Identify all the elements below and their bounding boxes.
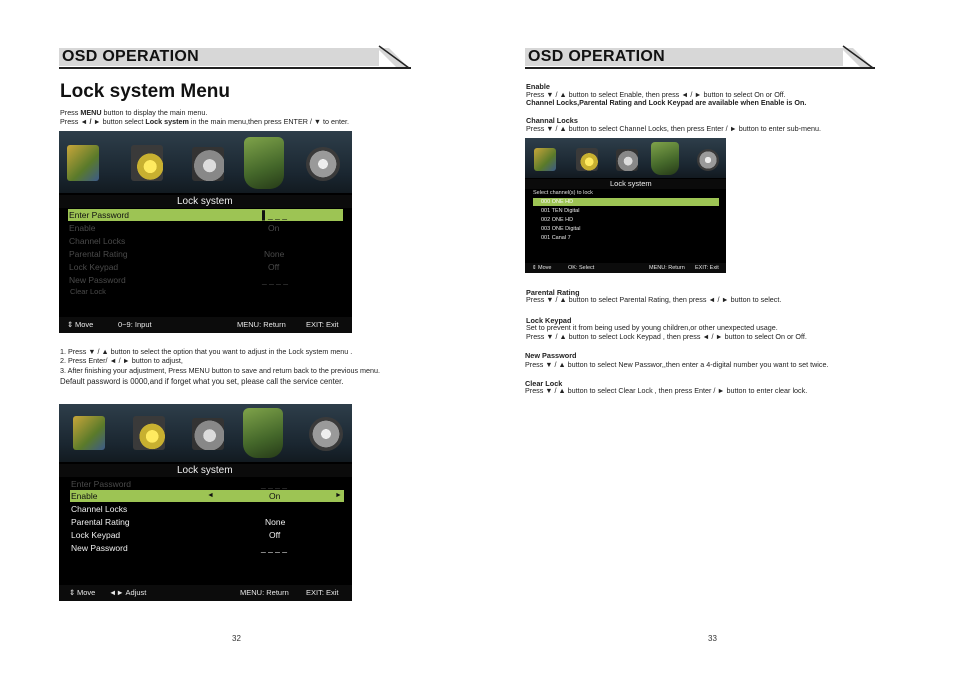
footer-ok: OK: Select [568, 265, 595, 271]
lock-icon [651, 142, 679, 175]
osd-screen-password [59, 131, 352, 333]
footer-menu: MENU: Return [649, 265, 685, 271]
step-2: 2. Press Enter/ ◄ / ► button to adjust, [60, 356, 183, 365]
channel-row[interactable]: 002 ONE HD [541, 217, 574, 223]
channel-icon [616, 149, 638, 171]
footer-move: Move [538, 265, 552, 271]
default-password-note: Default password is 0000,and if forget what you set, please call the service center. [60, 377, 344, 386]
row-value: _ _ _ _ [261, 543, 287, 553]
channel-row[interactable]: 001 Canal 7 [541, 235, 571, 241]
lock-keypad-line-1: Set to prevent it from being used by young children,or other unexpected usage. [526, 323, 778, 332]
footer-exit: EXIT: Exit [695, 265, 719, 271]
page-title: Lock system Menu [60, 81, 230, 102]
menu-row-channel-locks[interactable] [71, 503, 352, 516]
row-label: Enter Password [71, 479, 131, 489]
left-page-number: 32 [232, 634, 241, 643]
channel-locks-line-1: Press ▼ / ▲ button to select Channel Locks, then press Enter / ► button to enter sub-menu. [526, 124, 822, 133]
channel-icon [192, 147, 224, 181]
row-value: Off [269, 530, 281, 540]
section-heading-lock-keypad: Lock Keypad [526, 316, 572, 325]
menu-row-clear-lock[interactable] [70, 286, 352, 298]
osd-screen-enable [59, 404, 352, 601]
row-label: Enable [69, 223, 96, 233]
row-value: _ _ _ _ [262, 275, 288, 285]
osd-footer [59, 585, 352, 601]
arrow-left-icon[interactable]: ◄ [207, 492, 214, 499]
channel-list-subtitle: Select channel(s) to lock [533, 190, 593, 196]
row-value: None [265, 517, 286, 527]
channel-row[interactable]: 001 TEN Digital [541, 208, 580, 214]
section-heading-channel-locks: Channal Locks [526, 116, 578, 125]
row-label: New Password [71, 543, 128, 553]
footer-exit: EXIT: Exit [306, 588, 339, 597]
row-label: Enable [71, 491, 98, 501]
menu-row-lock-keypad[interactable] [71, 529, 352, 542]
row-value: Off [268, 262, 280, 272]
step-1: 1. Press ▼ / ▲ button to select the option that you want to adjust in the Lock system menu . [60, 347, 353, 356]
lock-keypad-line-2: Press ▼ / ▲ button to select Lock Keypad , then press ◄ / ► button to select On or Off. [526, 332, 807, 341]
menu-row-parental-rating[interactable] [69, 248, 352, 261]
row-label: Channel Locks [71, 504, 128, 514]
setup-gear-icon [697, 149, 719, 171]
new-password-line-1: Press ▼ / ▲ button to select New Passwor,,then enter a 4-digital number you want to set twice. [525, 360, 829, 369]
row-value: _ _ _ _ [261, 479, 287, 489]
channel-row[interactable]: 003 ONE Digital [541, 226, 581, 232]
section-heading-enable: Enable [526, 82, 550, 91]
channel-icon [192, 418, 224, 450]
osd-footer [59, 317, 352, 333]
footer-adjust: ◄► Adjust [109, 588, 147, 597]
footer-menu: MENU: Return [240, 588, 289, 597]
footer-menu: MENU: Return [237, 320, 286, 329]
row-value: On [268, 223, 280, 233]
osd-screen-channel-locks [525, 138, 726, 273]
lock-icon [243, 408, 283, 458]
row-label: Lock Keypad [69, 262, 119, 272]
osd-footer [525, 263, 726, 273]
menu-row-enable[interactable] [70, 490, 344, 502]
row-value: None [264, 249, 285, 259]
footer-move: Move [75, 320, 94, 329]
menu-row-new-password[interactable] [71, 542, 352, 555]
parental-rating-line-1: Press ▼ / ▲ button to select Parental Rating, then press ◄ / ► button to select. [526, 295, 782, 304]
left-header-title: OSD OPERATION [62, 48, 199, 65]
osd-icon-row [59, 131, 352, 193]
menu-row-enter-password[interactable] [68, 209, 343, 221]
osd-title: Lock system [59, 195, 352, 208]
footer-input: 0~9: Input [118, 320, 152, 329]
up-down-arrow-icon: ⇕ [69, 588, 76, 597]
osd-icon-row [59, 404, 352, 462]
left-page-header [59, 44, 411, 70]
intro-line-2: Press ◄ / ► button select Lock system in the main menu,then press ENTER / ▼ to enter. [60, 117, 350, 126]
row-value: On [269, 491, 281, 501]
intro-line-1: Press MENU button to display the main menu. [60, 108, 208, 117]
footer-exit: EXIT: Exit [306, 320, 339, 329]
row-label: Clear Lock [70, 287, 106, 296]
menu-row-parental-rating[interactable] [71, 516, 352, 529]
picture-icon [73, 416, 105, 450]
up-down-arrow-icon: ⇕ [67, 320, 74, 329]
right-page-number: 33 [708, 634, 717, 643]
setup-gear-icon [309, 417, 343, 451]
menu-row-lock-keypad[interactable] [69, 261, 352, 274]
row-label: Channel Locks [69, 236, 126, 246]
picture-icon [534, 148, 556, 171]
row-label: Parental Rating [71, 517, 130, 527]
osd-icon-row [525, 138, 726, 178]
osd-title: Lock system [59, 464, 352, 477]
step-3: 3. After finishing your adjustment, Press MENU button to save and return back to the previous menu. [60, 366, 381, 375]
up-down-arrow-icon: ⇕ [532, 265, 537, 271]
row-label: Parental Rating [69, 249, 128, 259]
menu-row-enter-password[interactable] [71, 478, 352, 490]
menu-row-enable[interactable] [69, 222, 352, 235]
sound-icon [131, 145, 163, 181]
row-label: Enter Password [69, 210, 129, 220]
clear-lock-line-1: Press ▼ / ▲ button to select Clear Lock , then press Enter / ► button to enter clear lock. [525, 386, 808, 395]
lock-icon [244, 137, 284, 189]
sound-icon [133, 416, 165, 450]
menu-row-channel-locks[interactable] [69, 235, 352, 248]
sound-icon [576, 148, 598, 171]
footer-move: Move [77, 588, 96, 597]
right-header-title: OSD OPERATION [528, 48, 665, 65]
row-label: New Password [69, 275, 126, 285]
section-heading-new-password: New Password [525, 351, 577, 360]
osd-title: Lock system [525, 179, 726, 189]
section-heading-clear-lock: Clear Lock [525, 379, 563, 388]
channel-row[interactable]: 000 ONE HD [533, 198, 719, 206]
enable-line-1: Press ▼ / ▲ button to select Enable, then press ◄ / ► button to select On or Off. [526, 90, 786, 99]
setup-gear-icon [306, 147, 340, 181]
picture-icon [67, 145, 99, 181]
arrow-right-icon[interactable]: ► [335, 492, 342, 499]
right-page-header [525, 44, 875, 70]
row-label: Lock Keypad [71, 530, 121, 540]
row-value: ▌_ _ _ [262, 210, 287, 220]
enable-line-2: Channel Locks,Parental Rating and Lock Keypad are available when Enable is On. [526, 98, 807, 107]
section-heading-parental-rating: Parental Rating [526, 288, 580, 297]
